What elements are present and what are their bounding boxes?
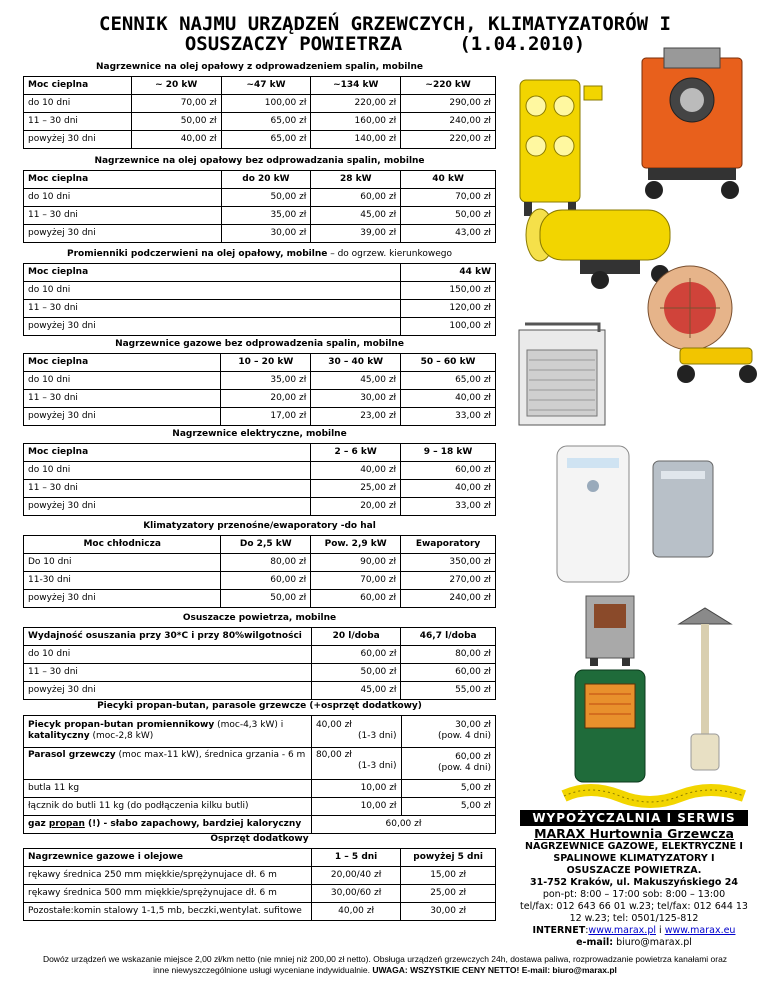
price-cell: 70,00 zł (131, 94, 221, 112)
price-cell: 60,00 zł (221, 571, 311, 589)
table-row (24, 371, 496, 389)
price-cell: 40,00 zł (401, 479, 496, 497)
table-electric (23, 425, 496, 516)
price-cell: 20,00 zł (311, 497, 401, 515)
price-cell: 100,00 zł (401, 317, 496, 335)
caption-infrared-note: – do ogrzew. kierunkowego (327, 248, 452, 259)
price: 40,00 zł (315, 720, 352, 730)
price-cell: 70,00 zł (311, 571, 401, 589)
price-cell: 220,00 zł (311, 94, 401, 112)
header-cell: 9 – 18 kW (401, 443, 496, 461)
price-cell (311, 715, 401, 747)
caption-infrared-main: Promienniki podczerwieni na olej opałowy, mobilne (67, 248, 328, 259)
row-label: Do 10 dni (24, 553, 221, 571)
caption-ac: Klimatyzatory przenośne/ewaporatory -do hal (143, 520, 376, 531)
price-cell: 80,00 zł (401, 645, 496, 663)
price-cell: 60,00 zł (401, 461, 496, 479)
evaporator-image (580, 590, 640, 670)
row-label: do 10 dni (24, 94, 132, 112)
price-cell: 150,00 zł (401, 281, 496, 299)
table-row (24, 130, 496, 148)
table-row (24, 224, 496, 242)
price-cell: 70,00 zł (401, 188, 496, 206)
price-cell: 33,00 zł (401, 497, 496, 515)
orange-oil-heater-image (620, 40, 760, 210)
row-label: powyżej 30 dni (24, 317, 401, 335)
row-label: do 10 dni (24, 371, 221, 389)
email-value[interactable]: biuro@marax.pl (613, 937, 692, 948)
header-cell: ~ 20 kW (131, 76, 221, 94)
price-cell: 30,00 zł (221, 224, 311, 242)
price-cell: 43,00 zł (401, 224, 496, 242)
price-cell: 35,00 zł (221, 206, 311, 224)
header-cell: ~220 kW (401, 76, 496, 94)
price-cell: 240,00 zł (401, 589, 496, 607)
footer-line-2 (40, 965, 730, 976)
price: 30,00 zł (455, 720, 491, 730)
table-row (24, 902, 496, 920)
table-row (24, 866, 496, 884)
row-label: butla 11 kg (24, 779, 312, 797)
price-cell: 5,00 zł (401, 779, 496, 797)
table-ac (23, 517, 496, 608)
price-cell: 5,00 zł (401, 797, 496, 815)
header-cell: Moc cieplna (24, 263, 401, 281)
row-label: łącznik do butli 11 kg (do podłączenia kilku butli) (24, 797, 312, 815)
row-label: do 10 dni (24, 461, 311, 479)
row-label: do 10 dni (24, 188, 222, 206)
header-cell: Nagrzewnice gazowe i olejowe (24, 848, 312, 866)
label-normal: (!) - słabo zapachowy, bardziej kaloryczny (84, 819, 302, 829)
header-cell: 1 – 5 dni (311, 848, 400, 866)
label-normal: gaz (28, 819, 49, 829)
price-cell: 60,00 zł (311, 815, 495, 833)
table-row (24, 317, 496, 335)
separator: : (585, 925, 589, 936)
header-cell: Moc cieplna (24, 353, 221, 371)
price-cell: 55,00 zł (401, 681, 496, 699)
table-row (24, 389, 496, 407)
title-line-2: OSUSZACZY POWIETRZA (1.04.2010) (184, 33, 586, 55)
price-cell: 40,00 zł (131, 130, 221, 148)
price: 60,00 zł (455, 752, 491, 762)
row-label: powyżej 30 dni (24, 130, 132, 148)
price-period: (pow. 4 dni) (437, 731, 491, 741)
price-cell: 60,00 zł (311, 188, 401, 206)
price-cell: 50,00 zł (221, 188, 311, 206)
header-cell: ~47 kW (221, 76, 311, 94)
table-oil-no-exhaust (23, 152, 496, 243)
patio-heater-image (665, 598, 745, 778)
price-cell: 90,00 zł (311, 553, 401, 571)
row-label: 11 – 30 dni (24, 479, 311, 497)
price-cell: 35,00 zł (221, 371, 311, 389)
row-label: powyżej 30 dni (24, 497, 311, 515)
price-cell: 80,00 zł (221, 553, 311, 571)
price-cell: 10,00 zł (311, 797, 401, 815)
table-row (24, 479, 496, 497)
price-cell: 160,00 zł (311, 112, 401, 130)
company-phones: tel/fax: 012 643 66 01 w.23; tel/fax: 012 644 13 12 w.23; tel: 0501/125-812 (520, 901, 748, 924)
price-cell: 220,00 zł (401, 130, 496, 148)
company-description: NAGRZEWNICE GAZOWE, ELEKTRYCZNE I SPALINOWE KLIMATYZATORY I OSUSZACZE POWIETRZA. (525, 841, 743, 876)
row-label: 11 – 30 dni (24, 206, 222, 224)
table-dehumid (23, 609, 496, 700)
price-cell: 290,00 zł (401, 94, 496, 112)
table-infrared (23, 245, 496, 336)
price-cell: 30,00 zł (311, 389, 401, 407)
price-cell: 33,00 zł (401, 407, 496, 425)
price-cell (401, 715, 496, 747)
caption-propane: Piecyki propan-butan, parasole grzewcze (+osprzęt dodatkowy) (97, 700, 422, 711)
caption-oil-exhaust: Nagrzewnice na olej opałowy z odprowadzeniem spalin, mobilne (96, 61, 423, 72)
infrared-radiator-image (640, 250, 765, 390)
table-row (24, 589, 496, 607)
table-row (24, 461, 496, 479)
table-gas (23, 335, 496, 426)
price-cell: 17,00 zł (221, 407, 311, 425)
price-cell: 140,00 zł (311, 130, 401, 148)
price-cell: 39,00 zł (311, 224, 401, 242)
price-cell: 65,00 zł (221, 130, 311, 148)
row-label: powyżej 30 dni (24, 589, 221, 607)
email-label: e-mail: (576, 937, 614, 948)
label-normal: (moc max-11 kW), średnica grzania - 6 m (115, 749, 306, 760)
internet-label: INTERNET (532, 925, 586, 936)
company-internet (520, 925, 748, 937)
price-period: (1-3 dni) (357, 760, 397, 771)
header-cell: Moc cieplna (24, 170, 222, 188)
price-cell: 45,00 zł (311, 681, 401, 699)
price-cell: 120,00 zł (401, 299, 496, 317)
caption-gas: Nagrzewnice gazowe bez odprowadzenia spalin, mobilne (115, 338, 404, 349)
ducting-hose-image (560, 780, 750, 812)
price-cell: 240,00 zł (401, 112, 496, 130)
footer-line-1: Dowóz urządzeń we wskazanie miejsce 2,00 zł/km netto (nie mniej niż 200,00 zł netto). Obsługa urządzeń grzewczych 24h, dostawa paliwa, rozprowadzanie powietrza kanałami oraz (42, 954, 728, 964)
price: 80,00 zł (315, 749, 352, 760)
header-cell: Moc cieplna (24, 76, 132, 94)
row-label: do 10 dni (24, 645, 312, 663)
row-label: 11 – 30 dni (24, 112, 132, 130)
caption-dehumid: Osuszacze powietrza, mobilne (182, 612, 337, 623)
company-name: MARAX Hurtownia Grzewcza (534, 826, 734, 841)
footer-note (40, 954, 730, 976)
company-hours: pon-pt: 8:00 – 17:00 sob: 8:00 – 13:00 (542, 889, 726, 900)
header-cell: Ewaporatory (401, 535, 496, 553)
table-row (24, 206, 496, 224)
price-period: (1-3 dni) (357, 731, 397, 741)
price-cell: 50,00 zł (131, 112, 221, 130)
price-cell: 60,00 zł (311, 589, 401, 607)
price-cell: 20,00/40 zł (311, 866, 400, 884)
label-underline: propan (48, 819, 85, 829)
label-normal: (moc-2,8 kW) (89, 731, 154, 741)
price-cell: 15,00 zł (401, 866, 496, 884)
row-label (24, 747, 312, 779)
header-cell: Pow. 2,9 kW (311, 535, 401, 553)
header-cell: 46,7 l/doba (401, 627, 496, 645)
price-cell: 270,00 zł (401, 571, 496, 589)
row-label: 11 – 30 dni (24, 389, 221, 407)
header-cell: 2 – 6 kW (311, 443, 401, 461)
price-period: (pow. 4 dni) (437, 763, 491, 773)
row-label: Pozostałe:komin stalowy 1-1,5 mb, beczki,wentylat. sufitowe (24, 902, 312, 920)
table-row (24, 407, 496, 425)
price-cell: 23,00 zł (311, 407, 401, 425)
price-cell: 30,00 zł (401, 902, 496, 920)
row-label: do 10 dni (24, 281, 401, 299)
price-cell: 50,00 zł (311, 663, 401, 681)
row-label: powyżej 30 dni (24, 407, 221, 425)
company-banner: WYPOŻYCZALNIA I SERWIS (520, 810, 748, 826)
header-cell: 30 – 40 kW (311, 353, 401, 371)
table-oil-exhaust (23, 58, 496, 149)
price-cell: 60,00 zł (401, 663, 496, 681)
company-address: 31-752 Kraków, ul. Makuszyńskiego 24 (530, 877, 738, 888)
header-cell: 20 l/doba (311, 627, 401, 645)
table-row (24, 715, 496, 747)
caption-accessories: Osprzęt dodatkowy (210, 833, 309, 844)
row-label: rękawy średnica 250 mm miękkie/sprężynujace dł. 6 m (24, 866, 312, 884)
header-cell: do 20 kW (221, 170, 311, 188)
row-label: powyżej 30 dni (24, 224, 222, 242)
price-cell: 10,00 zł (311, 779, 401, 797)
row-label: 11 – 30 dni (24, 299, 401, 317)
table-row (24, 797, 496, 815)
table-row (24, 747, 496, 779)
price-cell (401, 747, 496, 779)
table-row (24, 188, 496, 206)
price-cell: 40,00 zł (401, 389, 496, 407)
price-cell: 30,00/60 zł (311, 884, 400, 902)
air-conditioner-grey-image (645, 455, 725, 565)
row-label: powyżej 30 dni (24, 681, 312, 699)
header-cell: Moc chłodnicza (24, 535, 221, 553)
table-row (24, 497, 496, 515)
price-cell: 40,00 zł (311, 902, 400, 920)
price-cell: 25,00 zł (401, 884, 496, 902)
website-link-2[interactable]: www.marax.eu (664, 925, 736, 936)
header-cell: Moc cieplna (24, 443, 311, 461)
separator: i (656, 925, 665, 936)
table-row (24, 299, 496, 317)
air-conditioner-white-image (545, 440, 645, 590)
price-cell: 45,00 zł (311, 371, 401, 389)
table-row (24, 553, 496, 571)
table-row (24, 112, 496, 130)
caption-infrared (24, 245, 496, 263)
table-row (24, 571, 496, 589)
header-cell: 50 – 60 kW (401, 353, 496, 371)
label-bold: Parasol grzewczy (28, 749, 116, 760)
caption-electric: Nagrzewnice elektryczne, mobilne (172, 428, 347, 439)
header-cell: 10 – 20 kW (221, 353, 311, 371)
website-link-1[interactable]: www.marax.pl (588, 925, 656, 936)
price-cell: 65,00 zł (221, 112, 311, 130)
table-row (24, 779, 496, 797)
table-accessories (23, 830, 496, 921)
header-cell: 40 kW (401, 170, 496, 188)
table-row (24, 281, 496, 299)
price-cell: 45,00 zł (311, 206, 401, 224)
price-cell: 40,00 zł (311, 461, 401, 479)
price-cell: 50,00 zł (401, 206, 496, 224)
price-cell: 20,00 zł (221, 389, 311, 407)
row-label (24, 715, 312, 747)
header-cell: 28 kW (311, 170, 401, 188)
label-normal: (moc-4,3 kW) i (214, 720, 284, 730)
price-cell: 25,00 zł (311, 479, 401, 497)
row-label: 11-30 dni (24, 571, 221, 589)
gas-heater-green-image (565, 660, 655, 790)
header-cell: Do 2,5 kW (221, 535, 311, 553)
table-row (24, 663, 496, 681)
price-cell: 60,00 zł (311, 645, 401, 663)
label-bold: katalityczny (28, 731, 90, 741)
table-row (24, 94, 496, 112)
price-cell (311, 747, 401, 779)
price-cell: 65,00 zł (401, 371, 496, 389)
footer-text: inne niewyszczególnione usługi wyceniane indywidualnie. (153, 965, 370, 975)
table-row (24, 884, 496, 902)
price-cell: 50,00 zł (221, 589, 311, 607)
footer-warning: UWAGA: WSZYSTKIE CENY NETTO! E-mail: biuro@marax.pl (369, 965, 617, 975)
table-propane (23, 697, 496, 834)
caption-oil-no-exhaust: Nagrzewnice na olej opałowy bez odprowadzania spalin, mobilne (94, 155, 425, 166)
company-info (520, 810, 748, 949)
title-line-1: CENNIK NAJMU URZĄDZEŃ GRZEWCZYCH, KLIMATYZATORÓW I (99, 13, 671, 35)
electric-heater-image (505, 320, 620, 435)
row-label: rękawy średnica 500 mm miękkie/sprężynujace dł. 6 m (24, 884, 312, 902)
price-cell: 350,00 zł (401, 553, 496, 571)
label-bold: Piecyk propan-butan promiennikowy (28, 720, 215, 730)
company-email (520, 937, 748, 949)
price-cell: 100,00 zł (221, 94, 311, 112)
header-cell: powyżej 5 dni (401, 848, 496, 866)
header-cell: Wydajność osuszania przy 30*C i przy 80%wilgotności (24, 627, 312, 645)
row-label: 11 – 30 dni (24, 663, 312, 681)
header-cell: 44 kW (401, 263, 496, 281)
header-cell: ~134 kW (311, 76, 401, 94)
table-row (24, 645, 496, 663)
